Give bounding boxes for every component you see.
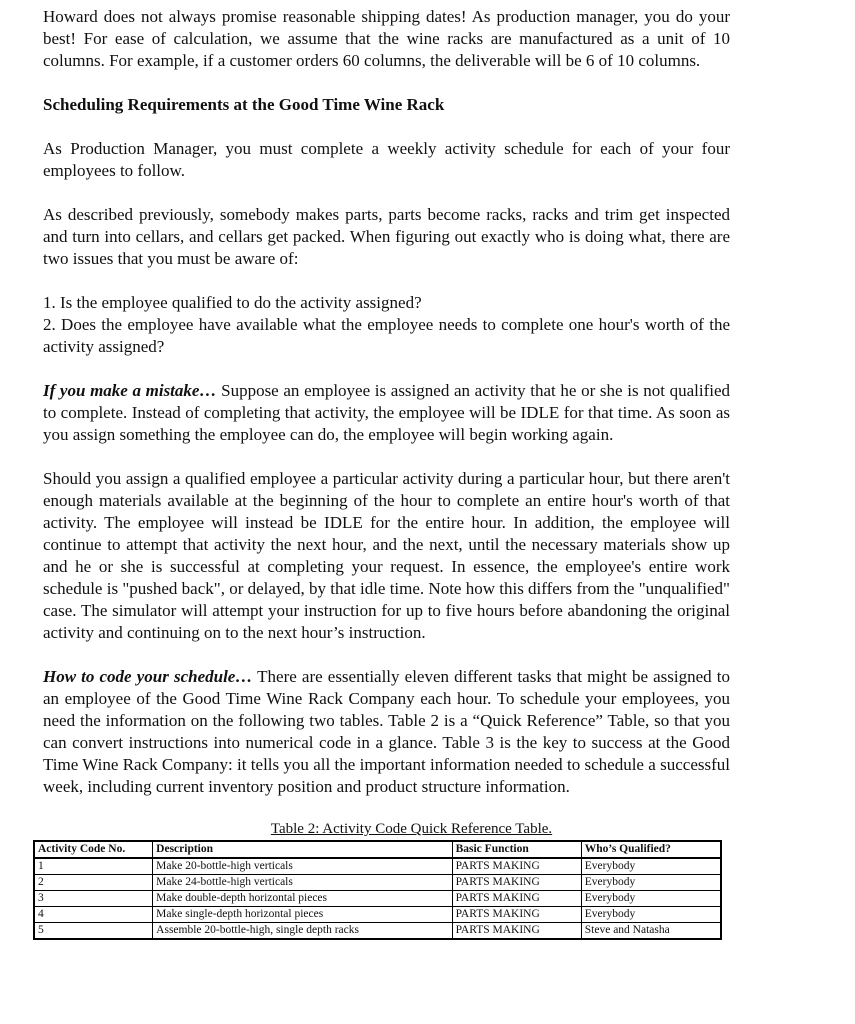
table-header-row xyxy=(34,841,721,858)
cell-function: PARTS MAKING xyxy=(452,875,581,891)
described-paragraph: As described previously, somebody makes parts, parts become racks, racks and trim get inspected and turn into cellars, and cellars get packed. When figuring out exactly who is doing what, there are two issues that you must be aware of: xyxy=(43,205,730,268)
table-row xyxy=(34,891,721,907)
cell-qualified: Steve and Natasha xyxy=(581,923,721,940)
cell-code: 5 xyxy=(34,923,153,940)
header-basic-function: Basic Function xyxy=(452,841,581,858)
table-row xyxy=(34,875,721,891)
schedule-paragraph: As Production Manager, you must complete a weekly activity schedule for each of your four employees to follow. xyxy=(43,139,730,180)
code-body: There are essentially eleven different tasks that might be assigned to an employee of the Good Time Wine Rack Company each hour. To schedule your employees, you need the information on the following two tables. Table 2 is a “Quick Reference” Table, so that you can convert instructions into numerical code in a glance. Table 3 is the key to success at the Good Time Wine Rack Company: it tells you all the important information needed to schedule a successful week, including current inventory position and product structure information. xyxy=(43,667,730,796)
table-caption xyxy=(43,820,730,838)
cell-code: 2 xyxy=(34,875,153,891)
code-lead: How to code your schedule… xyxy=(43,667,253,686)
cell-function: PARTS MAKING xyxy=(452,907,581,923)
issues-list xyxy=(43,292,730,358)
header-whos-qualified: Who’s Qualified? xyxy=(581,841,721,858)
cell-qualified: Everybody xyxy=(581,891,721,907)
cell-code: 1 xyxy=(34,858,153,875)
code-paragraph xyxy=(43,666,730,798)
cell-function: PARTS MAKING xyxy=(452,858,581,875)
section-heading: Scheduling Requirements at the Good Time Wine Rack xyxy=(43,95,445,114)
qualified-paragraph: Should you assign a qualified employee a particular activity during a particular hour, but there aren't enough materials available at the beginning of the hour to complete an entire hour's worth of that activity. The employee will instead be IDLE for the entire hour. In addition, the employee will continue to attempt that activity the next hour, and the next, until the necessary materials show up and he or she is successful at completing your request. In essence, the employee's entire work schedule is "pushed back", or delayed, by that idle time. Note how this differs from the "unqualified" case. The simulator will attempt your instruction for up to five hours before abandoning the original activity and continuing on to the next hour’s instruction. xyxy=(43,469,730,642)
mistake-paragraph xyxy=(43,380,730,446)
document-page xyxy=(38,6,730,940)
cell-code: 3 xyxy=(34,891,153,907)
cell-qualified: Everybody xyxy=(581,875,721,891)
table-row xyxy=(34,858,721,875)
activity-code-table xyxy=(33,840,722,940)
table-row xyxy=(34,907,721,923)
issue-item-1: 1. Is the employee qualified to do the activity assigned? xyxy=(43,293,422,312)
cell-function: PARTS MAKING xyxy=(452,891,581,907)
table-row xyxy=(34,923,721,940)
mistake-lead: If you make a mistake… xyxy=(43,381,217,400)
mistake-body: Suppose an employee is assigned an activity that he or she is not qualified to complete. Instead of completing that activity, the employee will be IDLE for that time. As soon as you assign something the employee can do, the employee will begin working again. xyxy=(43,381,730,444)
cell-qualified: Everybody xyxy=(581,858,721,875)
cell-function: PARTS MAKING xyxy=(452,923,581,940)
cell-description: Assemble 20-bottle-high, single depth racks xyxy=(153,923,452,940)
table-caption-text: Table 2: Activity Code Quick Reference Table. xyxy=(270,821,553,837)
cell-description: Make single-depth horizontal pieces xyxy=(153,907,452,923)
cell-description: Make 20-bottle-high verticals xyxy=(153,858,452,875)
issue-item-2: 2. Does the employee have available what the employee needs to complete one hour's worth of the activity assigned? xyxy=(43,315,730,356)
cell-description: Make double-depth horizontal pieces xyxy=(153,891,452,907)
cell-qualified: Everybody xyxy=(581,907,721,923)
cell-code: 4 xyxy=(34,907,153,923)
header-activity-code: Activity Code No. xyxy=(34,841,153,858)
intro-paragraph: Howard does not always promise reasonable shipping dates! As production manager, you do your best! For ease of calculation, we assume that the wine racks are manufactured as a unit of 10 columns. For example, if a customer orders 60 columns, the deliverable will be 6 of 10 columns. xyxy=(43,7,730,70)
cell-description: Make 24-bottle-high verticals xyxy=(153,875,452,891)
header-description: Description xyxy=(153,841,452,858)
